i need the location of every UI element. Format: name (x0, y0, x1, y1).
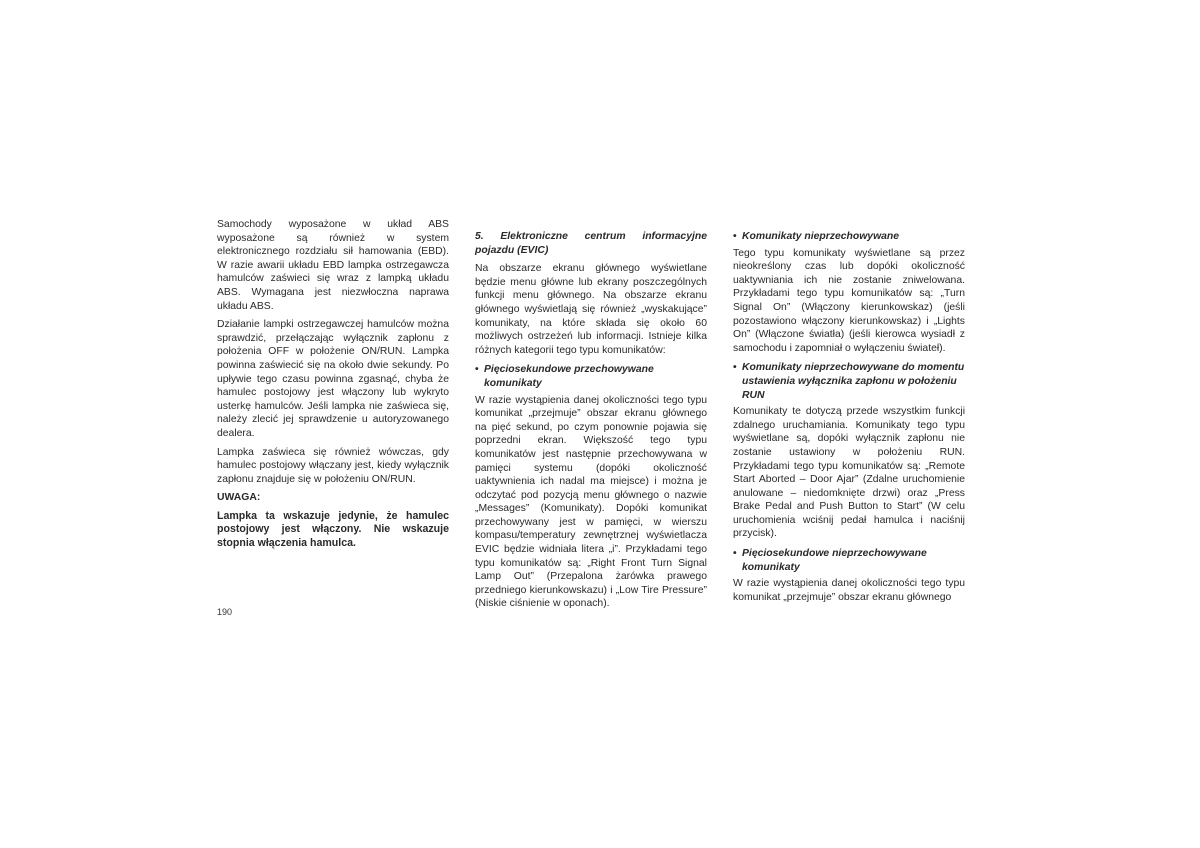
subheading-text: Pięciosekundowe przechowywane komunikaty (484, 364, 654, 389)
column-right (733, 218, 965, 609)
paragraph-abs-ebd: Samochody wyposażone w układ ABS wyposażone są również w system elektronicznego rozdziału sił hamowania (EBD). W razie awarii układu EBD lampka ostrzegawcza hamulców zaświeci się wraz z lampką układu ABS. Wymagana jest niezwłoczna naprawa układu ABS. (217, 219, 449, 312)
subheading-text: Komunikaty nieprzechowywane (742, 231, 900, 242)
bullet-icon: • (733, 231, 737, 242)
subheading-text: Komunikaty nieprzechowywane do momentu ustawienia wyłącznika zapłonu w położeniu RUN (742, 362, 965, 401)
warning-text: Lampka ta wskazuje jedynie, że hamulec postojowy jest włączony. Nie wskazuje stopnia włączenia hamulca. (217, 509, 449, 550)
column-middle (475, 218, 707, 616)
paragraph-lamp-check: Działanie lampki ostrzegawczej hamulców można sprawdzić, przełączając wyłącznik zapłonu z położenia OFF w położenie ON/RUN. Lampka powinna zaświecić się na około dwie sekundy. Po upływie tego czasu powinna zgasnąć, chyba że hamulec postojowy jest włączony lub wykryto usterkę hamulców. Jeśli lampka nie zaświeca się, należy zlecić jej sprawdzenie u autoryzowanego dealera. (217, 319, 449, 439)
paragraph-five-second-stored: W razie wystąpienia danej okoliczności tego typu komunikat „przejmuje” obszar ekranu głównego na pięć sekund, po czym ponownie pojawia się poprzedni ekran. Większość tego typu komunikatów jest następnie przechowywana w pamięci systemu (dopóki okoliczność uaktywnienia ich nadal ma miejsce) i można je odczytać pod pozycją menu głównego o nazwie „Messages” (Komunikaty). Dopóki komunikat przechowywany jest w pamięci, w wierszu kompasu/temperatury zewnętrznej wyświetlacza EVIC będzie widniała litera „i”. Przykładami tego typu komunikatów są: „Right Front Turn Signal Lamp Out” (Przepalona żarówka prawego przedniego kierunkowskazu) i „Low Tire Pressure” (Niskie ciśnienie w oponach). (475, 394, 707, 610)
bullet-icon: • (733, 548, 737, 560)
subheading-five-second-stored (475, 363, 707, 390)
paragraph-non-stored: Tego typu komunikaty wyświetlane są przez nieokreślony czas lub dopóki okoliczność uaktywniania ich nie zostanie zniwelowana. Przykładami tego typu komunikatów są: „Turn Signal On” (Włączony kierunkowskaz) (jeśli pozostawiono włączony kierunkowskaz) i „Lights On” (Włączone światła) (jeśli kierowca wysiadł z samochodu i zapomniał o wyłączeniu świateł). (733, 247, 965, 354)
page-number: 190 (217, 607, 233, 617)
paragraph-five-second-non-stored: W razie wystąpienia danej okoliczności tego typu komunikat „przejmuje” obszar ekranu głównego (733, 578, 965, 603)
paragraph-evic-intro: Na obszarze ekranu głównego wyświetlane będzie menu główne lub ekrany poszczególnych funkcji menu głównego. Na obszarze ekranu głównego wyświetlają się również „wyskakujące” komunikaty, na które składa się około 60 możliwych ostrzeżeń lub informacji. Istnieje kilka różnych kategorii tego typu komunikatów: (475, 263, 707, 356)
subheading-non-stored-until-run (733, 361, 965, 402)
paragraph-parking-brake: Lampka zaświeca się również wówczas, gdy hamulec postojowy włączany jest, kiedy wyłącznik zapłonu znajduje się w położeniu ON/RUN. (217, 446, 449, 485)
subheading-five-second-non-stored (733, 547, 965, 574)
column-left (217, 218, 449, 556)
subheading-non-stored (733, 230, 965, 244)
subheading-text: Pięciosekundowe nieprzechowywane komunikaty (742, 548, 927, 573)
bullet-icon: • (475, 364, 479, 376)
warning-label: UWAGA: (217, 492, 261, 504)
bullet-icon: • (733, 362, 737, 374)
section-heading-evic: 5. Elektroniczne centrum informacyjne pojazdu (EVIC) (475, 231, 707, 256)
paragraph-non-stored-until-run: Komunikaty te dotyczą przede wszystkim funkcji zdalnego uruchamiania. Komunikaty tego typu wyświetlane są, dopóki wyłącznik zapłonu nie zostanie ustawiony w położeniu RUN. Przykładami tego typu komunikatów są: „Remote Start Aborted – Door Ajar” (Zdalne uruchomienie anulowane – niedomknięte drzwi) oraz „Press Brake Pedal and Push Button to Start” (W celu uruchomienia wciśnij pedał hamulca i naciśnij przycisk). (733, 406, 965, 540)
